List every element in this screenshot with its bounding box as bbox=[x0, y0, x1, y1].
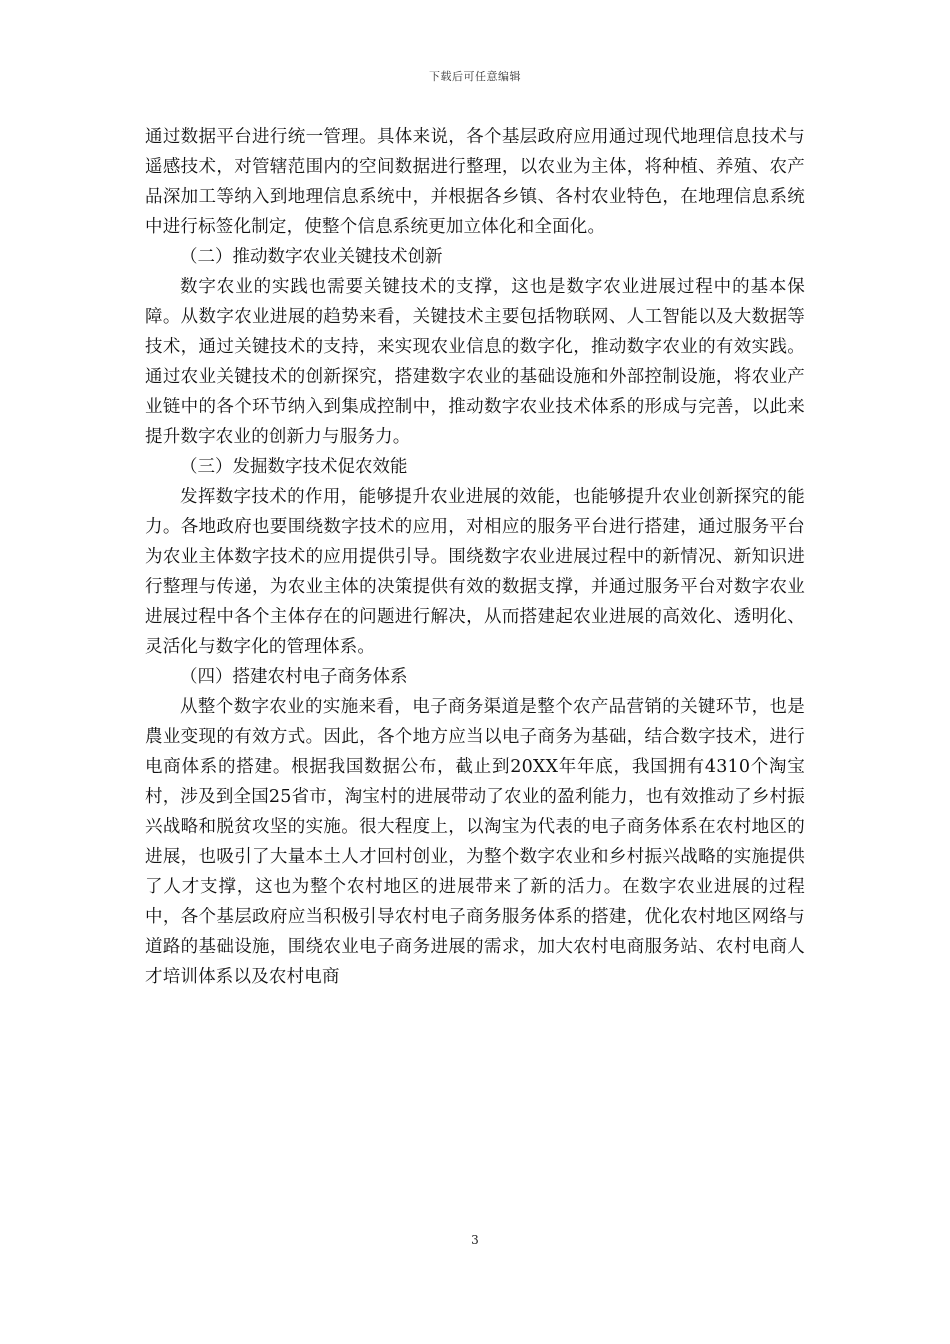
section-heading-4: （四）搭建农村电子商务体系 bbox=[180, 667, 408, 687]
paragraph-digital-efficiency: 发挥数字技术的作用，能够提升农业进展的效能，也能够提升农业创新探究的能力。各地政府也要围绕数字技术的应用，对相应的服务平台进行搭建，通过服务平台为农业主体数字技术的应用提供引导。围绕数字农业进展过程中的新情况、新知识进行整理与传递，为农业主体的决策提供有效的数据支撑，并通过服务平台对数字农业进展过程中各个主体存在的问题进行解决，从而搭建起农业进展的高效化、透明化、灵活化与数字化的管理体系。 bbox=[145, 487, 805, 657]
paragraph-continued: 通过数据平台进行统一管理。具体来说，各个基层政府应用通过现代地理信息技术与遥感技术，对管辖范围内的空间数据进行整理，以农业为主体，将种植、养殖、农产品深加工等纳入到地理信息系统中，并根据各乡镇、各村农业特色，在地理信息系统中进行标签化制定，使整个信息系统更加立体化和全面化。 bbox=[145, 127, 805, 237]
page-header: 下载后可任意编辑 bbox=[429, 70, 521, 83]
paragraph-ecommerce: 从整个数字农业的实施来看，电子商务渠道是整个农产品营销的关键环节，也是農业变现的有效方式。因此，各个地方应当以电子商务为基础，结合数字技术，进行电商体系的搭建。根据我国数据公布，截止到20XX年年底，我国拥有4310个淘宝村，涉及到全国25省市，淘宝村的进展带动了农业的盈利能力，也有效推动了乡村振兴战略和脱贫攻坚的实施。很大程度上，以淘宝为代表的电子商务体系在农村地区的进展，也吸引了大量本土人才回村创业，为整个数字农业和乡村振兴战略的实施提供了人才支撑，这也为整个农村地区的进展带来了新的活力。在数字农业进展的过程中，各个基层政府应当积极引导农村电子商务服务体系的搭建，优化农村地区网络与道路的基础设施，围绕农业电子商务进展的需求，加大农村电商服务站、农村电商人才培训体系以及农村电商 bbox=[145, 697, 805, 987]
section-heading-3: （三）发掘数字技术促农效能 bbox=[180, 457, 408, 477]
paragraph-key-tech: 数字农业的实践也需要关键技术的支撑，这也是数字农业进展过程中的基本保障。从数字农业进展的趋势来看，关键技术主要包括物联网、人工智能以及大数据等技术，通过关键技术的支持，来实现农业信息的数字化，推动数字农业的有效实践。通过农业关键技术的创新探究，搭建数字农业的基础设施和外部控制设施，将农业产业链中的各个环节纳入到集成控制中，推动数字农业技术体系的形成与完善，以此来提升数字农业的创新力与服务力。 bbox=[145, 277, 805, 447]
section-heading-2: （二）推动数字农业关键技术创新 bbox=[180, 247, 443, 267]
document-body bbox=[145, 122, 805, 992]
page-number: 3 bbox=[471, 1233, 479, 1247]
